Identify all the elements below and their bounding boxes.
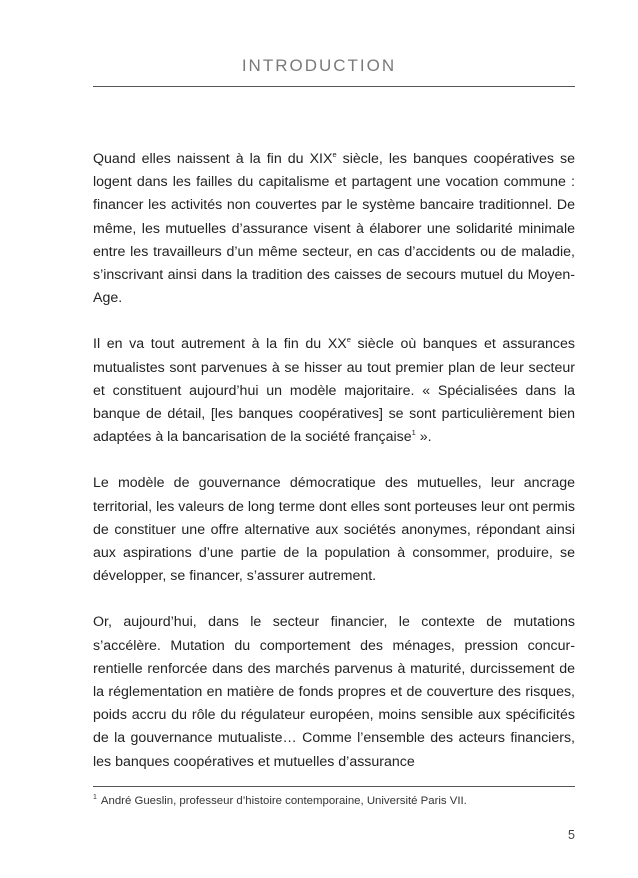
title-divider	[93, 86, 575, 87]
footnote-text: André Gueslin, professeur d’histoire contemporaine, Université Paris VII.	[100, 795, 467, 807]
paragraph-2-end: ».	[415, 429, 432, 446]
chapter-title: INTRODUCTION	[241, 56, 397, 75]
footnote-number: 1	[93, 794, 97, 801]
paragraph-1	[93, 148, 575, 310]
footnote-reference: 1	[411, 428, 416, 438]
footnote-divider	[93, 786, 575, 787]
page-number: 5	[568, 828, 575, 842]
paragraph-4: Or, aujourd’hui, dans le secteur financier, le contexte de mutations s’accélère. Mutation du comportement des ménages, pression concurrentielle renforcée dans des marchés parvenus à maturité, durcissement de la réglementation en matière de fonds propres et de couverture des risques, poids accru du rôle du régulateur européen, moins sensible aux spécificités de la gouvernance mutualiste… Comme l’ensemble des acteurs financiers, les banques coopératives et mutuelles d’assurance	[93, 614, 575, 770]
century-superscript: e	[332, 150, 337, 159]
paragraph-2	[93, 333, 575, 449]
paragraph-3: Le modèle de gouvernance démocratique des mutuelles, leur ancrage territorial, les valeurs de long terme dont elles sont porteuses leur ont permis de constituer une offre alternative aux sociétés anonymes, répondant ainsi aux aspirations d’une partie de la population à consommer, produire, se développer, se financer, s’assurer autrement.	[93, 475, 575, 585]
paragraph-2-start: Il en va tout autrement à la fin du XX	[93, 336, 347, 353]
paragraph-1-start: Quand elles naissent à la fin du XIX	[93, 151, 333, 167]
body-text	[93, 148, 575, 774]
century-superscript: e	[346, 335, 351, 345]
footnote	[93, 793, 575, 809]
paragraph-1-rest: siècle, les banques coopératives se logent dans les failles du capitalisme et partagent une vocation commune : financer les activités non couvertes par le système bancaire traditionnel. De même, les mutuelles d’assurance visent à élaborer une solidarité minimale entre les travailleurs d’un même secteur, en cas d’accidents ou de maladie, s’inscrivant ainsi dans la tradition des caisses de secours mutuel du Moyen-Age.	[93, 151, 575, 307]
paragraph-2-middle: siècle où banques et assurances mutualistes sont parvenues à se hisser au tout premier plan de leur secteur et constituent aujourd’hui un modèle majoritaire. « Spécialisées dans la banque de détail, [les banques coopératives] se sont particulièrement bien adaptées à la bancarisation de la société française	[93, 336, 575, 446]
